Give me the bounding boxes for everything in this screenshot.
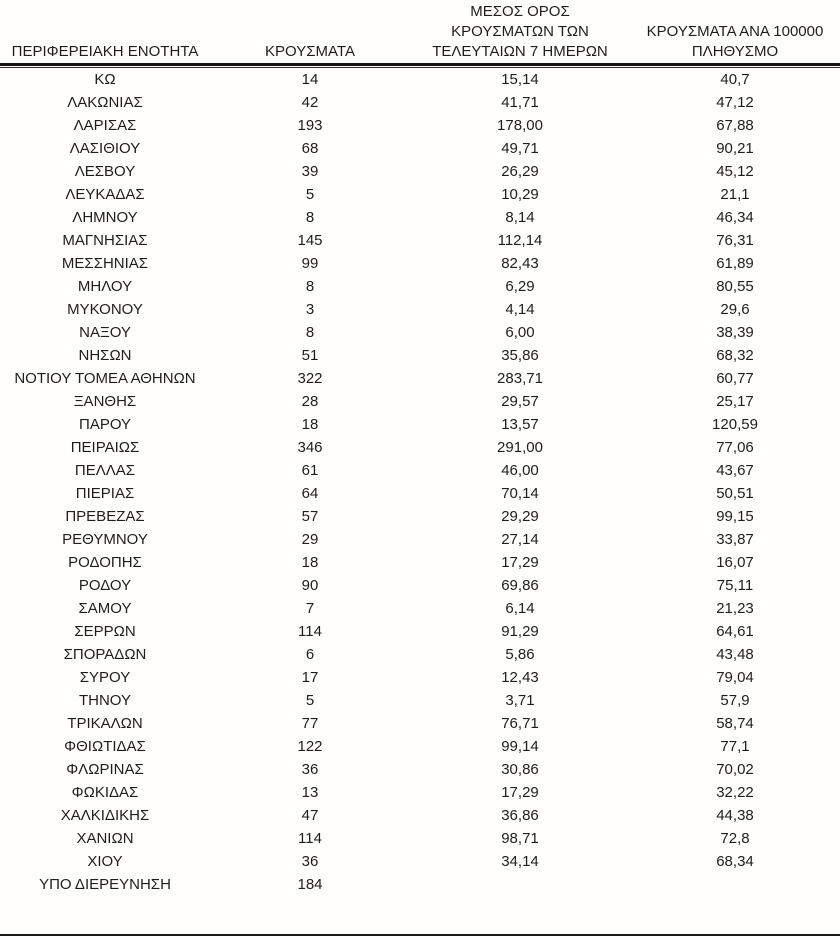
cell-cases: 5 bbox=[305, 186, 315, 203]
cell-region: ΜΥΚΟΝΟΥ bbox=[67, 301, 143, 318]
cell-region: ΠΕΛΛΑΣ bbox=[74, 462, 136, 479]
cell-cases: 114 bbox=[298, 830, 322, 847]
cell-per_100k: 61,89 bbox=[716, 255, 754, 272]
cell-region: ΛΗΜΝΟΥ bbox=[72, 209, 138, 226]
column-header-avg_7day bbox=[410, 0, 630, 62]
cell-cases: 13 bbox=[301, 784, 319, 801]
cell-region: ΛΕΣΒΟΥ bbox=[74, 163, 136, 180]
cell-avg_7day: 6,00 bbox=[505, 324, 535, 341]
cell-avg_7day: 6,14 bbox=[505, 600, 535, 617]
cell-region: ΚΩ bbox=[94, 71, 116, 88]
cell-cases: 68 bbox=[301, 140, 319, 157]
cell-cases: 39 bbox=[301, 163, 319, 180]
cell-avg_7day: 27,14 bbox=[501, 531, 539, 548]
cell-per_100k: 60,77 bbox=[716, 370, 754, 387]
cell-per_100k: 40,7 bbox=[720, 71, 750, 88]
cell-cases: 36 bbox=[301, 853, 319, 870]
column-header-cases bbox=[210, 0, 410, 62]
cell-region: ΦΘΙΩΤΙΔΑΣ bbox=[64, 738, 146, 755]
cell-per_100k: 43,48 bbox=[716, 646, 754, 663]
cell-per_100k: 67,88 bbox=[716, 117, 754, 134]
cell-cases: 77 bbox=[301, 715, 319, 732]
cell-per_100k: 79,04 bbox=[716, 669, 754, 686]
column-header-line: ΠΕΡΙΦΕΡΕΙΑΚΗ ΕΝΟΤΗΤΑ bbox=[11, 43, 199, 60]
cell-region: ΠΡΕΒΕΖΑΣ bbox=[65, 508, 145, 525]
cell-cases: 99 bbox=[301, 255, 319, 272]
column-header-per_100k bbox=[630, 0, 840, 62]
cell-cases: 7 bbox=[305, 600, 315, 617]
column-header-line: ΚΡΟΥΣΜΑΤΑ bbox=[265, 43, 355, 60]
cell-avg_7day: 15,14 bbox=[501, 71, 539, 88]
cell-per_100k: 68,34 bbox=[716, 853, 754, 870]
cell-region: ΡΕΘΥΜΝΟΥ bbox=[62, 531, 148, 548]
cell-per_100k: 75,11 bbox=[716, 577, 754, 594]
cell-per_100k: 29,6 bbox=[720, 301, 750, 318]
cell-region: ΡΟΔΟΥ bbox=[78, 577, 132, 594]
cell-cases: 346 bbox=[297, 439, 323, 456]
cell-per_100k: 32,22 bbox=[716, 784, 754, 801]
cell-cases: 64 bbox=[301, 485, 319, 502]
cell-per_100k bbox=[630, 873, 840, 896]
cell-per_100k: 58,74 bbox=[716, 715, 754, 732]
cell-region: ΦΛΩΡΙΝΑΣ bbox=[66, 761, 144, 778]
cell-region: ΞΑΝΘΗΣ bbox=[73, 393, 137, 410]
cell-per_100k: 33,87 bbox=[716, 531, 754, 548]
column-header-line: ΚΡΟΥΣΜΑΤΑ ΑΝΑ 100000 bbox=[646, 23, 824, 40]
cell-avg_7day: 49,71 bbox=[501, 140, 539, 157]
cell-per_100k: 77,06 bbox=[716, 439, 754, 456]
cell-cases: 3 bbox=[305, 301, 315, 318]
cell-avg_7day: 112,14 bbox=[497, 232, 543, 249]
cell-per_100k: 38,39 bbox=[716, 324, 754, 341]
cell-cases: 42 bbox=[301, 94, 319, 111]
cell-avg_7day: 99,14 bbox=[501, 738, 539, 755]
cell-avg_7day: 91,29 bbox=[501, 623, 539, 640]
cell-per_100k: 57,9 bbox=[720, 692, 750, 709]
cell-cases: 145 bbox=[297, 232, 323, 249]
cell-region: ΝΟΤΙΟΥ ΤΟΜΕΑ ΑΘΗΝΩΝ bbox=[14, 370, 196, 387]
cell-cases: 184 bbox=[297, 876, 323, 893]
cell-per_100k: 68,32 bbox=[716, 347, 754, 364]
cell-region: ΛΑΣΙΘΙΟΥ bbox=[69, 140, 141, 157]
cell-cases: 57 bbox=[301, 508, 319, 525]
cell-per_100k: 70,02 bbox=[716, 761, 754, 778]
cell-avg_7day: 4,14 bbox=[505, 301, 535, 318]
cell-avg_7day: 29,57 bbox=[501, 393, 539, 410]
cell-cases: 8 bbox=[305, 209, 315, 226]
cell-avg_7day: 3,71 bbox=[505, 692, 535, 709]
cell-avg_7day: 70,14 bbox=[501, 485, 539, 502]
cell-cases: 114 bbox=[298, 623, 322, 640]
cell-per_100k: 45,12 bbox=[716, 163, 754, 180]
cell-region: ΝΗΣΩΝ bbox=[78, 347, 132, 364]
cell-avg_7day: 26,29 bbox=[501, 163, 539, 180]
cell-avg_7day: 10,29 bbox=[501, 186, 539, 203]
cell-region: ΧΑΛΚΙΔΙΚΗΣ bbox=[60, 807, 150, 824]
cell-per_100k: 44,38 bbox=[716, 807, 754, 824]
cell-cases: 193 bbox=[297, 117, 323, 134]
cell-avg_7day: 5,86 bbox=[505, 646, 535, 663]
cell-region: ΣΥΡΟΥ bbox=[79, 669, 131, 686]
cell-per_100k: 120,59 bbox=[712, 416, 758, 433]
cell-per_100k: 21,23 bbox=[716, 600, 754, 617]
cell-per_100k: 46,34 bbox=[716, 209, 754, 226]
cell-avg_7day: 178,00 bbox=[497, 117, 543, 134]
column-header-line: ΤΕΛΕΥΤΑΙΩΝ 7 ΗΜΕΡΩΝ bbox=[432, 43, 608, 60]
column-header-region bbox=[0, 0, 210, 62]
cell-per_100k: 50,51 bbox=[716, 485, 754, 502]
cell-cases: 47 bbox=[301, 807, 319, 824]
cell-avg_7day: 17,29 bbox=[501, 554, 539, 571]
cell-region: ΠΕΙΡΑΙΩΣ bbox=[70, 439, 140, 456]
cell-cases: 122 bbox=[297, 738, 323, 755]
cell-cases: 14 bbox=[301, 71, 319, 88]
cell-avg_7day: 12,43 bbox=[501, 669, 539, 686]
column-header-line: ΚΡΟΥΣΜΑΤΩΝ ΤΩΝ bbox=[451, 23, 589, 40]
cell-cases: 18 bbox=[301, 554, 319, 571]
cell-avg_7day: 98,71 bbox=[501, 830, 539, 847]
cell-region: ΛΑΚΩΝΙΑΣ bbox=[67, 94, 143, 111]
cell-avg_7day: 69,86 bbox=[501, 577, 539, 594]
cell-region: ΡΟΔΟΠΗΣ bbox=[68, 554, 142, 571]
cell-region: ΦΩΚΙΔΑΣ bbox=[71, 784, 139, 801]
cell-cases: 90 bbox=[301, 577, 319, 594]
cell-region: ΜΕΣΣΗΝΙΑΣ bbox=[61, 255, 149, 272]
cell-avg_7day: 36,86 bbox=[501, 807, 539, 824]
cell-avg_7day: 8,14 bbox=[505, 209, 535, 226]
cell-region: ΛΕΥΚΑΔΑΣ bbox=[65, 186, 145, 203]
header-rule-thick bbox=[0, 63, 840, 66]
cell-cases: 322 bbox=[297, 370, 323, 387]
cell-avg_7day: 35,86 bbox=[501, 347, 539, 364]
cell-cases: 51 bbox=[301, 347, 319, 364]
cell-region: ΠΑΡΟΥ bbox=[78, 416, 132, 433]
cell-region: ΣΑΜΟΥ bbox=[78, 600, 132, 617]
cell-avg_7day: 46,00 bbox=[501, 462, 539, 479]
cell-avg_7day: 283,71 bbox=[497, 370, 543, 387]
cell-region: ΧΑΝΙΩΝ bbox=[76, 830, 134, 847]
cell-cases: 17 bbox=[301, 669, 319, 686]
column-header-line: ΠΛΗΘΥΣΜΟ bbox=[691, 43, 779, 60]
cell-avg_7day: 34,14 bbox=[501, 853, 539, 870]
cell-avg_7day: 41,71 bbox=[501, 94, 539, 111]
cell-cases: 8 bbox=[305, 324, 315, 341]
cell-avg_7day: 13,57 bbox=[501, 416, 539, 433]
cell-avg_7day bbox=[410, 873, 630, 896]
cell-region: ΤΗΝΟΥ bbox=[78, 692, 132, 709]
cell-per_100k: 90,21 bbox=[716, 140, 754, 157]
cell-cases: 18 bbox=[301, 416, 319, 433]
cell-cases: 61 bbox=[301, 462, 319, 479]
cell-avg_7day: 76,71 bbox=[501, 715, 539, 732]
cell-per_100k: 80,55 bbox=[716, 278, 754, 295]
cell-per_100k: 47,12 bbox=[716, 94, 754, 111]
cell-cases: 6 bbox=[305, 646, 315, 663]
cell-region: ΠΙΕΡΙΑΣ bbox=[75, 485, 135, 502]
cell-per_100k: 64,61 bbox=[716, 623, 754, 640]
cell-cases: 36 bbox=[301, 761, 319, 778]
cell-region: ΜΑΓΝΗΣΙΑΣ bbox=[62, 232, 148, 249]
cell-cases: 5 bbox=[305, 692, 315, 709]
column-header-line: ΜΕΣΟΣ ΟΡΟΣ bbox=[470, 3, 570, 20]
cell-avg_7day: 30,86 bbox=[501, 761, 539, 778]
cell-per_100k: 72,8 bbox=[720, 830, 750, 847]
cell-per_100k: 21,1 bbox=[720, 186, 750, 203]
cell-per_100k: 77,1 bbox=[720, 738, 750, 755]
cell-region: ΤΡΙΚΑΛΩΝ bbox=[67, 715, 143, 732]
cell-per_100k: 43,67 bbox=[716, 462, 754, 479]
cell-per_100k: 25,17 bbox=[716, 393, 754, 410]
cell-region: ΝΑΞΟΥ bbox=[79, 324, 131, 341]
cell-avg_7day: 291,00 bbox=[497, 439, 543, 456]
cell-cases: 28 bbox=[301, 393, 319, 410]
cell-avg_7day: 29,29 bbox=[501, 508, 539, 525]
cell-region: ΥΠΟ ΔΙΕΡΕΥΝΗΣΗ bbox=[39, 876, 171, 893]
cell-cases: 29 bbox=[301, 531, 319, 548]
cell-avg_7day: 17,29 bbox=[501, 784, 539, 801]
cell-region: ΛΑΡΙΣΑΣ bbox=[73, 117, 137, 134]
cell-region: ΜΗΛΟΥ bbox=[77, 278, 133, 295]
cell-avg_7day: 82,43 bbox=[501, 255, 539, 272]
cell-region: ΣΕΡΡΩΝ bbox=[74, 623, 136, 640]
cell-region: ΣΠΟΡΑΔΩΝ bbox=[63, 646, 147, 663]
cell-per_100k: 16,07 bbox=[716, 554, 754, 571]
cell-region: ΧΙΟΥ bbox=[87, 853, 123, 870]
cell-per_100k: 76,31 bbox=[716, 232, 754, 249]
cell-avg_7day: 6,29 bbox=[505, 278, 535, 295]
cell-cases: 8 bbox=[305, 278, 315, 295]
cell-per_100k: 99,15 bbox=[716, 508, 754, 525]
